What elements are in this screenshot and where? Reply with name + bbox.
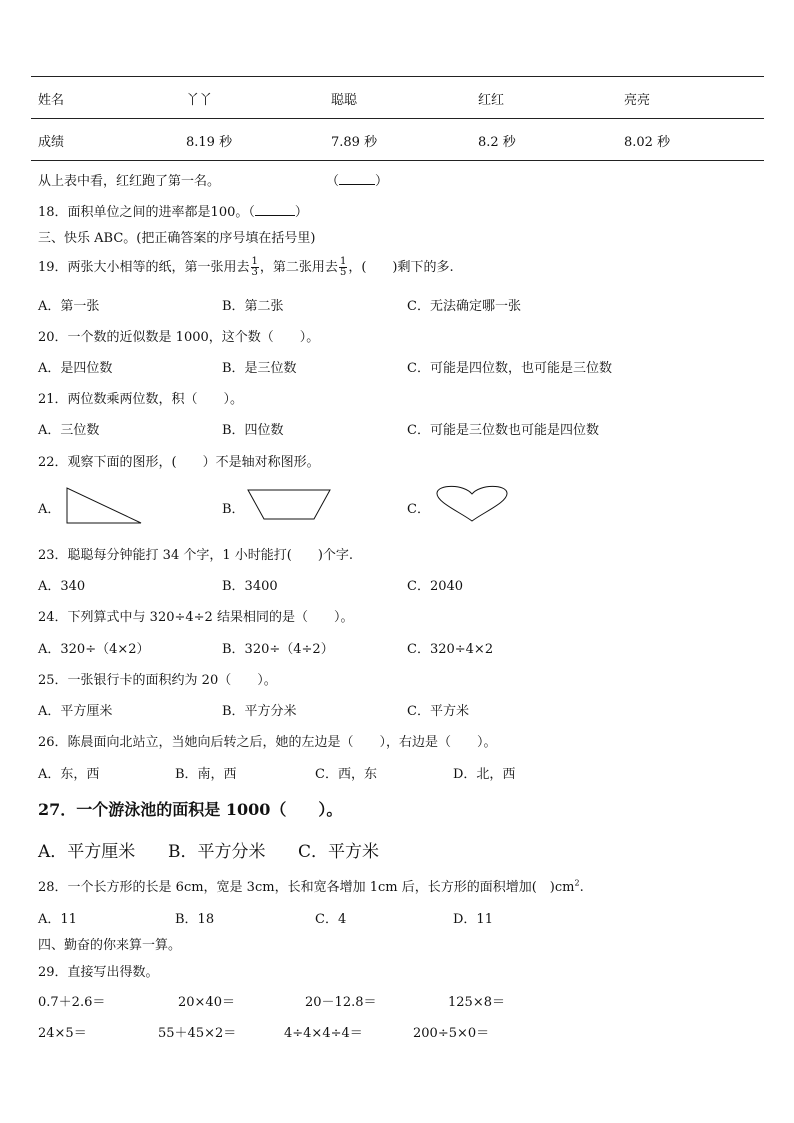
q17-bracket-close: ） (375, 174, 389, 189)
q29-item-2[interactable]: 20×40＝ (178, 995, 235, 1010)
table-score-liangliang: 8.02 秒 (624, 135, 671, 150)
section-4-heading: 四、勤奋的你来算一算。 (38, 938, 182, 953)
q23-option-c[interactable]: C．2040 (407, 579, 464, 594)
table-header-name: 姓名 (38, 93, 65, 108)
q28-text: 28．一个长方形的长是 6cm，宽是 3cm，长和宽各增加 1cm 后，长方形的面积增加( )cm (38, 880, 575, 895)
q29-item-8[interactable]: 200÷5×0＝ (413, 1026, 490, 1041)
q19-part1: 19．两张大小相等的纸，第一张用去 (38, 260, 250, 275)
q18-text: 18．面积单位之间的进率都是100。（ (38, 205, 255, 220)
heart-figure (434, 484, 510, 524)
table-score-yaya: 8.19 秒 (186, 135, 233, 150)
q22-option-c[interactable] (407, 498, 430, 517)
q19-f1-num: 1 (251, 256, 258, 267)
q19-f2-num: 1 (339, 256, 347, 267)
q23-option-a[interactable]: A．340 (38, 579, 86, 594)
table-header-honghong: 红红 (478, 93, 505, 108)
q24: 24．下列算式中与 320÷4÷2 结果相同的是（ ）。 (38, 610, 354, 625)
q21-option-b[interactable]: B．四位数 (222, 423, 284, 438)
q29-item-3[interactable]: 20－12.8＝ (305, 995, 377, 1010)
q22-option-a-label: A． (38, 502, 61, 517)
q20-option-c[interactable]: C．可能是四位数，也可能是三位数 (407, 361, 612, 376)
q26-option-d[interactable]: D．北，西 (453, 767, 516, 782)
table-score-honghong: 8.2 秒 (478, 135, 516, 150)
q17-blank[interactable] (339, 174, 375, 185)
right-triangle-figure (64, 486, 144, 526)
q19-option-a[interactable]: A．第一张 (38, 299, 100, 314)
q21: 21．两位数乘两位数，积（ ）。 (38, 392, 244, 407)
q29-item-1[interactable]: 0.7＋2.6＝ (38, 995, 106, 1010)
q19-f1-den: 3 (251, 267, 258, 278)
q28 (38, 876, 584, 895)
q24-option-a[interactable]: A．320÷（4×2） (38, 642, 150, 657)
q19-part3: ，( )剩下的多. (348, 260, 454, 275)
table-header-congcong: 聪聪 (331, 93, 358, 108)
q28-option-a[interactable]: A．11 (38, 912, 77, 927)
q17 (38, 170, 220, 189)
q29-item-7[interactable]: 4÷4×4÷4＝ (284, 1026, 363, 1041)
q26-option-b[interactable]: B．南，西 (175, 767, 237, 782)
q19-f2-den: 5 (339, 267, 347, 278)
q28-option-c[interactable]: C．4 (315, 912, 347, 927)
q29-item-6[interactable]: 55＋45×2＝ (158, 1026, 237, 1041)
table-top-line (31, 76, 764, 77)
table-header-liangliang: 亮亮 (624, 93, 651, 108)
q29-item-5[interactable]: 24×5＝ (38, 1026, 87, 1041)
q25-option-a[interactable]: A．平方厘米 (38, 704, 113, 719)
q20-option-a[interactable]: A．是四位数 (38, 361, 113, 376)
q29-item-4[interactable]: 125×8＝ (448, 995, 505, 1010)
q28-end: . (579, 880, 584, 895)
section-3-heading: 三、快乐 ABC。(把正确答案的序号填在括号里) (38, 231, 316, 246)
table-bottom-line (31, 160, 764, 161)
q20: 20．一个数的近似数是 1000，这个数（ ）。 (38, 330, 320, 345)
q19-fraction-1 (251, 257, 259, 278)
table-mid-line (31, 118, 764, 119)
q22-option-c-label: C． (407, 502, 430, 517)
q21-option-c[interactable]: C．可能是三位数也可能是四位数 (407, 423, 599, 438)
q24-option-c[interactable]: C．320÷4×2 (407, 642, 494, 657)
table-score-label: 成绩 (38, 135, 65, 150)
q23: 23．聪聪每分钟能打 34 个字，1 小时能打( )个字. (38, 548, 354, 563)
q21-option-a[interactable]: A．三位数 (38, 423, 100, 438)
q18-blank[interactable] (255, 205, 295, 216)
q26-option-c[interactable]: C．西，东 (315, 767, 377, 782)
q25-option-c[interactable]: C．平方米 (407, 704, 469, 719)
q24-option-b[interactable]: B．320÷（4÷2） (222, 642, 334, 657)
table-score-congcong: 7.89 秒 (331, 135, 378, 150)
q26-option-a[interactable]: A．东，西 (38, 767, 100, 782)
q29: 29．直接写出得数。 (38, 965, 159, 980)
q22-option-a[interactable] (38, 498, 60, 517)
q27-option-b[interactable]: B．平方分米 (168, 842, 266, 862)
q20-option-b[interactable]: B．是三位数 (222, 361, 297, 376)
q25-option-b[interactable]: B．平方分米 (222, 704, 297, 719)
q22-option-b-label: B． (222, 502, 245, 517)
q28-option-d[interactable]: D．11 (453, 912, 493, 927)
q18-close: ） (294, 205, 308, 220)
q26: 26．陈晨面向北站立，当她向后转之后，她的左边是（ ），右边是（ ）。 (38, 735, 497, 750)
q27-option-c[interactable]: C．平方米 (298, 842, 380, 862)
q18 (38, 201, 308, 220)
q28-option-b[interactable]: B．18 (175, 912, 215, 927)
q19-option-c[interactable]: C．无法确定哪一张 (407, 299, 521, 314)
q27-option-a[interactable]: A．平方厘米 (38, 842, 136, 862)
q17-answer-bracket (326, 170, 388, 189)
q27: 27．一个游泳池的面积是 1000（ ）。 (38, 800, 343, 819)
q28-superscript: 2 (574, 878, 580, 888)
q17-text: 从上表中看，红红跑了第一名。 (38, 174, 221, 189)
q25: 25．一张银行卡的面积约为 20（ ）。 (38, 673, 277, 688)
q17-bracket-open: （ (326, 174, 340, 189)
table-header-yaya: 丫丫 (186, 93, 213, 108)
q19-fraction-2 (339, 257, 347, 278)
q19-option-b[interactable]: B．第二张 (222, 299, 284, 314)
q23-option-b[interactable]: B．3400 (222, 579, 278, 594)
q22: 22．观察下面的图形，( ）不是轴对称图形。 (38, 455, 320, 470)
q19-part2: ，第二张用去 (259, 260, 338, 275)
q19 (38, 256, 454, 278)
q22-option-b[interactable] (222, 498, 245, 517)
trapezoid-figure (246, 488, 332, 522)
